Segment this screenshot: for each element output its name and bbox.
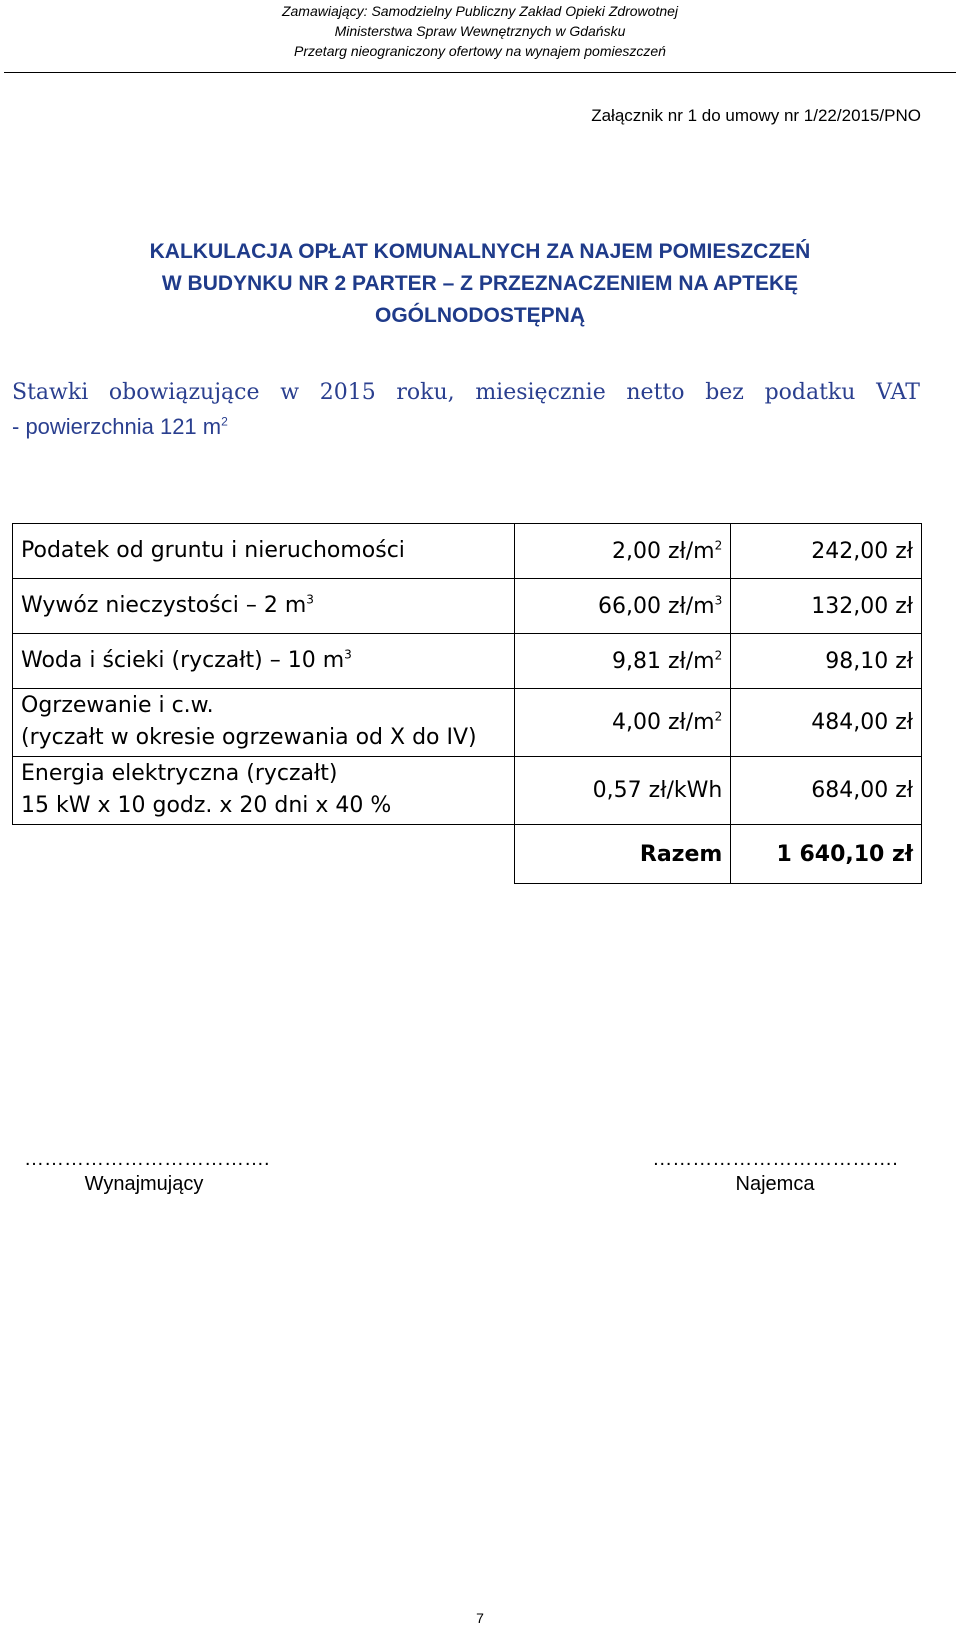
fee-description-text: Woda i ścieki (ryczałt) – 10 m <box>21 648 345 673</box>
signature-lessor <box>24 1145 270 1196</box>
fee-rate <box>514 579 731 634</box>
document-title <box>0 236 960 332</box>
title-line-3: OGÓLNODOSTĘPNĄ <box>374 304 585 327</box>
rates-note <box>12 376 920 444</box>
heating-line-1: Ogrzewanie i c.w. <box>21 693 214 718</box>
fees-table <box>12 523 922 884</box>
title-line-2: W BUDYNKU NR 2 PARTER – Z PRZEZNACZENIEM NA APTEKĘ <box>161 272 799 295</box>
fee-rate-text: 9,81 zł/m <box>611 648 715 674</box>
fee-description <box>13 579 515 634</box>
table-row <box>13 689 922 757</box>
sum-row <box>13 825 922 884</box>
rates-word: roku, <box>396 380 455 405</box>
fee-rate <box>514 689 731 757</box>
fee-total: 484,00 zł <box>731 689 922 757</box>
annex-reference: Załącznik nr 1 do umowy nr 1/22/2015/PNO <box>591 106 921 125</box>
fee-description-text: Podatek od gruntu i nieruchomości <box>21 538 405 563</box>
fee-rate <box>514 524 731 579</box>
header-line-2: Ministerstwa Spraw Wewnętrznych w Gdańsku <box>334 23 626 39</box>
signature-line: ………………………………. <box>652 1148 898 1170</box>
fee-description <box>13 757 515 825</box>
table-row <box>13 524 922 579</box>
table-row <box>13 757 922 825</box>
rates-word: VAT <box>876 380 920 405</box>
rates-word: bez <box>705 380 744 405</box>
fee-total: 684,00 zł <box>731 757 922 825</box>
fee-rate-text: 66,00 zł/m <box>597 593 715 619</box>
empty-cell <box>13 825 515 884</box>
header-line-3: Przetarg nieograniczony ofertowy na wynajem pomieszczeń <box>294 43 666 59</box>
fee-rate-text: 2,00 zł/m <box>611 538 715 564</box>
fee-rate-sup: 2 <box>714 538 723 553</box>
sum-label: Razem <box>514 825 731 884</box>
fee-description-text: Wywóz nieczystości – 2 m <box>21 593 307 618</box>
fee-rate <box>514 634 731 689</box>
rates-word: obowiązujące <box>108 380 260 405</box>
signature-label: Najemca <box>735 1173 815 1195</box>
rates-word: w <box>280 380 300 405</box>
fee-description-sup: 3 <box>306 592 314 607</box>
rates-note-line-1 <box>12 376 920 410</box>
fee-description-sup: 3 <box>344 647 352 662</box>
fee-rate-sup: 2 <box>714 648 723 663</box>
title-line-1: KALKULACJA OPŁAT KOMUNALNYCH ZA NAJEM POMIESZCZEŃ <box>149 240 811 263</box>
area-text: - powierzchnia 121 m <box>12 414 222 439</box>
heating-line-2: (ryczałt w okresie ogrzewania od X do IV) <box>21 725 477 750</box>
signature-line: ………………………………. <box>24 1148 270 1170</box>
energy-line-1: Energia elektryczna (ryczałt) <box>21 761 338 786</box>
fee-total: 132,00 zł <box>731 579 922 634</box>
fee-description <box>13 634 515 689</box>
rates-word: Stawki <box>12 380 89 405</box>
fee-total: 242,00 zł <box>731 524 922 579</box>
fee-total: 98,10 zł <box>731 634 922 689</box>
table-row <box>13 634 922 689</box>
rates-word: podatku <box>764 380 856 405</box>
fee-rate-text: 4,00 zł/m <box>611 710 715 735</box>
sum-total: 1 640,10 zł <box>731 825 922 884</box>
document-header <box>0 0 960 61</box>
rates-word: miesięcznie <box>475 380 606 405</box>
fee-rate-sup: 2 <box>714 709 723 724</box>
rates-word: 2015 <box>319 380 376 405</box>
fee-description <box>13 689 515 757</box>
rates-note-line-2 <box>12 410 920 444</box>
signature-label: Wynajmujący <box>84 1173 204 1195</box>
header-line-1: Zamawiający: Samodzielny Publiczny Zakład Opieki Zdrowotnej <box>281 3 679 19</box>
fee-rate-sup: 3 <box>714 593 723 608</box>
signature-tenant <box>648 1145 902 1196</box>
energy-line-2: 15 kW x 10 godz. x 20 dni x 40 % <box>21 793 392 818</box>
rates-word: netto <box>626 380 685 405</box>
fee-rate: 0,57 zł/kWh <box>514 757 731 825</box>
page-number: 7 <box>476 1610 484 1626</box>
table-row <box>13 579 922 634</box>
header-divider <box>4 72 956 73</box>
fee-description <box>13 524 515 579</box>
area-superscript: 2 <box>221 414 228 429</box>
